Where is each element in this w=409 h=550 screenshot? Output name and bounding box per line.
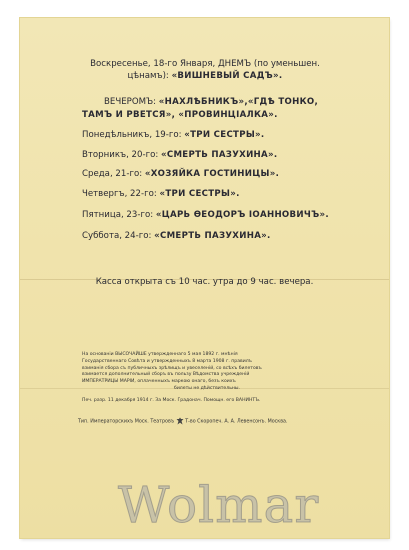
tax-notice-line: На основаніи ВЫСОЧАЙШЕ утвержденнаго 5 мая 1892 г. мнѣнія bbox=[82, 352, 238, 357]
tax-notice-line: ИМПЕРАТРИЦЫ МАРІИ, оплаченныхъ маркою онаго, безъ коихъ bbox=[82, 379, 236, 385]
schedule-day: Суббота, 24-го: bbox=[82, 231, 152, 241]
tax-notice bbox=[82, 352, 332, 393]
schedule-play: «ЦАРЬ ѲЕОДОРЪ ІОАННОВИЧЪ». bbox=[155, 210, 329, 220]
tax-notice-line: Государственнаго Совѣта и утвержденныхъ 8 марта 1908 г. правилъ bbox=[82, 358, 252, 364]
schedule-row bbox=[82, 130, 264, 140]
eagle-emblem-icon bbox=[176, 417, 184, 425]
schedule-row bbox=[82, 210, 329, 220]
schedule-play: «ТРИ СЕСТРЫ». bbox=[184, 130, 265, 140]
wolmar-watermark: Wolmar bbox=[118, 476, 320, 534]
tax-notice-line: взимается дополнительный сборъ въ пользу Вѣдомства учрежденій bbox=[82, 372, 250, 378]
sunday-day-line-2 bbox=[40, 71, 370, 81]
schedule-play: «СМЕРТЬ ПАЗУХИНА». bbox=[160, 150, 278, 160]
sunday-day-line bbox=[40, 59, 370, 69]
schedule-play: «СМЕРТЬ ПАЗУХИНА». bbox=[154, 231, 271, 241]
schedule-day: Пятница, 23-го: bbox=[82, 210, 154, 220]
sunday-evening-line-2 bbox=[82, 110, 278, 120]
schedule-play: «ТРИ СЕСТРЫ». bbox=[159, 189, 240, 199]
censor-text: Печ. разр. 11 декабря 1914 г. За Моск. Градонач. Помощн. его ВАНИНТЪ. bbox=[82, 398, 261, 403]
censor-line bbox=[82, 398, 332, 405]
tax-notice-line: взиманія сбора съ публичныхъ зрѣлищъ и увеселеній, со всѣхъ билетовъ bbox=[82, 365, 262, 371]
printer-left: Тип. Императорскихъ Моск. Театровъ bbox=[78, 419, 175, 425]
schedule-day: Понедѣльникъ, 19-го: bbox=[82, 130, 182, 140]
schedule-day: Четвергъ, 22-го: bbox=[82, 189, 157, 199]
box-office-line bbox=[30, 277, 379, 287]
tax-notice-line: билеты не дѣйствительны. bbox=[173, 385, 240, 391]
schedule-day: Среда, 21-го: bbox=[82, 169, 143, 179]
sunday-evening-plays-1: «НАХЛѢБНИКЪ»,«ГДѢ ТОНКО, bbox=[158, 97, 319, 107]
schedule-play: «ХОЗЯЙКА ГОСТИНИЦЫ». bbox=[144, 169, 280, 179]
schedule-row bbox=[82, 169, 279, 179]
sunday-evening-line bbox=[104, 97, 318, 107]
schedule-row bbox=[82, 150, 277, 160]
sunday-day-suffix: цѣнамъ): bbox=[127, 71, 172, 81]
sunday-evening-label: ВЕЧЕРОМЪ: bbox=[104, 97, 159, 107]
sunday-day-prefix: Воскресенье, 18-го Января, ДНЕМЪ (по уменьшен. bbox=[90, 59, 320, 69]
schedule-row bbox=[82, 231, 271, 241]
sunday-evening-plays-2: ТАМЪ И РВЕТСЯ», «ПРОВИНЦІАЛКА». bbox=[82, 110, 278, 120]
schedule-row bbox=[82, 189, 240, 199]
printer-line bbox=[78, 417, 288, 425]
sunday-day-play: «ВИШНЕВЫЙ САДЪ». bbox=[171, 71, 283, 81]
schedule-day: Вторникъ, 20-го: bbox=[82, 150, 159, 160]
printer-right: Т-во Скоропеч. А. А. Левенсонъ. Москва. bbox=[185, 419, 288, 425]
box-office-text: Касса открыта съ 10 час. утра до 9 час. вечера. bbox=[95, 277, 314, 287]
